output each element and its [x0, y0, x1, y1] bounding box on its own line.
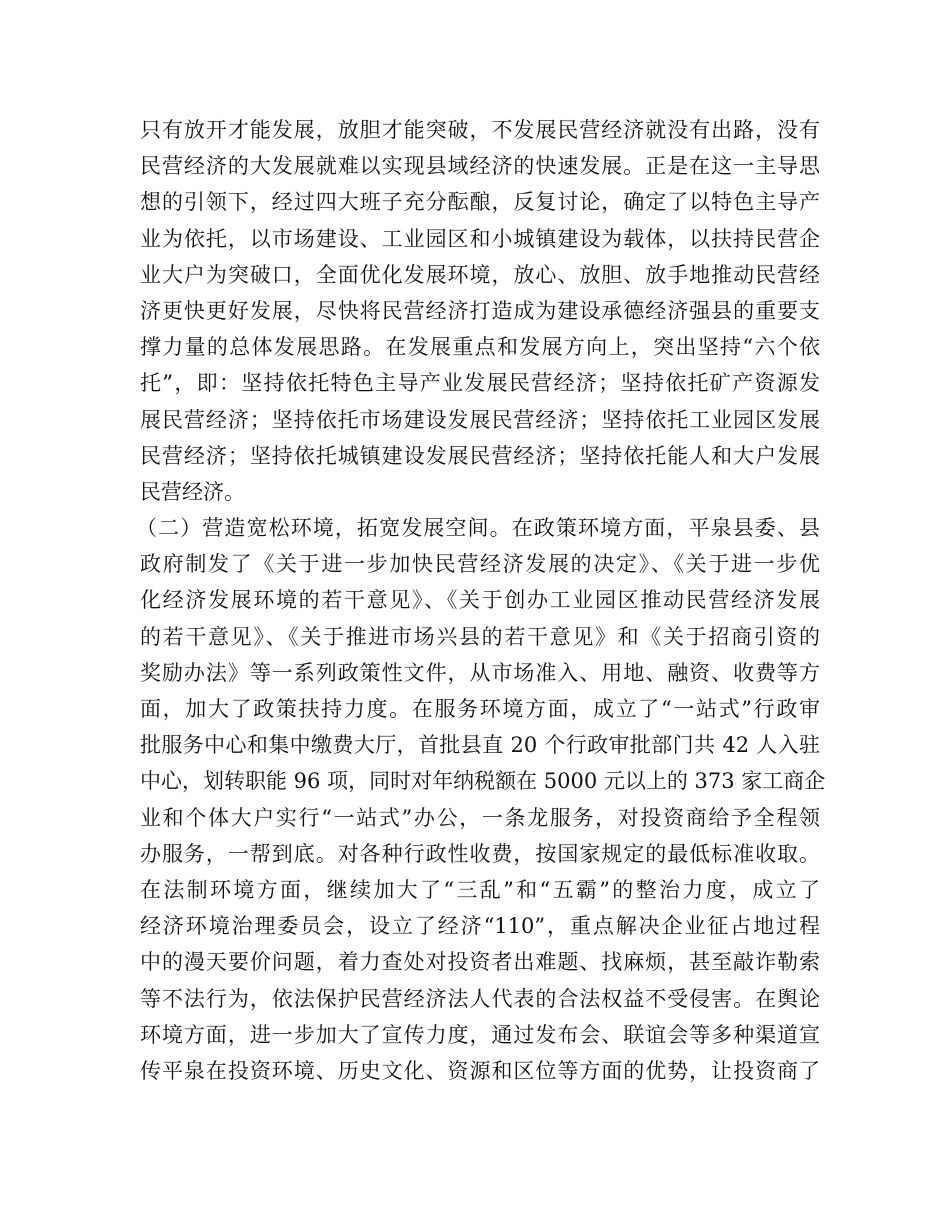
text-line: 的若干意见》、《关于推进市场兴县的若干意见》和《关于招商引资的 [140, 624, 820, 649]
text-line: 等不法行为，依法保护民营经济法人代表的合法权益不受侵害。在舆论 [140, 986, 820, 1011]
text-line: 民营经济；坚持依托城镇建设发展民营经济；坚持依托能人和大户发展 [140, 443, 820, 468]
section-heading-line: （二）营造宽松环境，拓宽发展空间。在政策环境方面，平泉县委、县 [136, 516, 820, 541]
text-line: 批服务中心和集中缴费大厅，首批县直 20 个行政审批部门共 42 人入驻 [140, 733, 820, 758]
text-line: 奖励办法》等一系列政策性文件，从市场准入、用地、融资、收费等方 [140, 660, 820, 685]
body-text [136, 112, 826, 1089]
text-line: 面，加大了政策扶持力度。在服务环境方面，成立了“一站式”行政审 [140, 697, 820, 721]
text-line: 化经济发展环境的若干意见》、《关于创办工业园区推动民营经济发展 [140, 588, 820, 613]
text-line: 民营经济。 [140, 479, 245, 504]
text-line: 济更快更好发展，尽快将民营经济打造成为建设承德经济强县的重要支 [140, 298, 820, 323]
text-line: 经济环境治理委员会，设立了经济“110”，重点解决企业征占地过程 [140, 914, 820, 939]
text-line: 在法制环境方面，继续加大了“三乱”和“五霸”的整治力度，成立了 [140, 877, 820, 902]
text-line: 民营经济的大发展就难以实现县域经济的快速发展。正是在这一主导思 [140, 154, 820, 179]
text-line: 撑力量的总体发展思路。在发展重点和发展方向上，突出坚持“六个依 [140, 335, 820, 360]
text-line: 托”，即：坚持依托特色主导产业发展民营经济；坚持依托矿产资源发 [140, 371, 820, 396]
text-line: 中的漫天要价问题，着力查处对投资者出难题、找麻烦，甚至敲诈勒索 [140, 950, 820, 975]
text-line: 只有放开才能发展，放胆才能突破，不发展民营经济就没有出路，没有 [140, 118, 820, 142]
text-line: 业为依托，以市场建设、工业园区和小城镇建设为载体，以扶持民营企 [140, 226, 820, 251]
text-line: 业和个体大户实行“一站式”办公，一条龙服务，对投资商给予全程领 [140, 805, 820, 830]
text-line: 环境方面，进一步加大了宣传力度，通过发布会、联谊会等多种渠道宣 [140, 1022, 820, 1047]
text-line: 业大户为突破口，全面优化发展环境，放心、放胆、放手地推动民营经 [140, 262, 820, 287]
text-line: 想的引领下，经过四大班子充分酝酿，反复讨论，确定了以特色主导产 [140, 190, 820, 215]
text-line: 办服务，一帮到底。对各种行政性收费，按国家规定的最低标准收取。 [140, 841, 820, 866]
text-line: 中心，划转职能 96 项，同时对年纳税额在 5000 元以上的 373 家工商企 [140, 769, 826, 794]
text-line: 展民营经济；坚持依托市场建设发展民营经济；坚持依托工业园区发展 [140, 407, 820, 432]
text-line: 传平泉在投资环境、历史文化、资源和区位等方面的优势，让投资商了 [140, 1058, 820, 1083]
text-line: 政府制发了《关于进一步加快民营经济发展的决定》、《关于进一步优 [140, 552, 820, 577]
